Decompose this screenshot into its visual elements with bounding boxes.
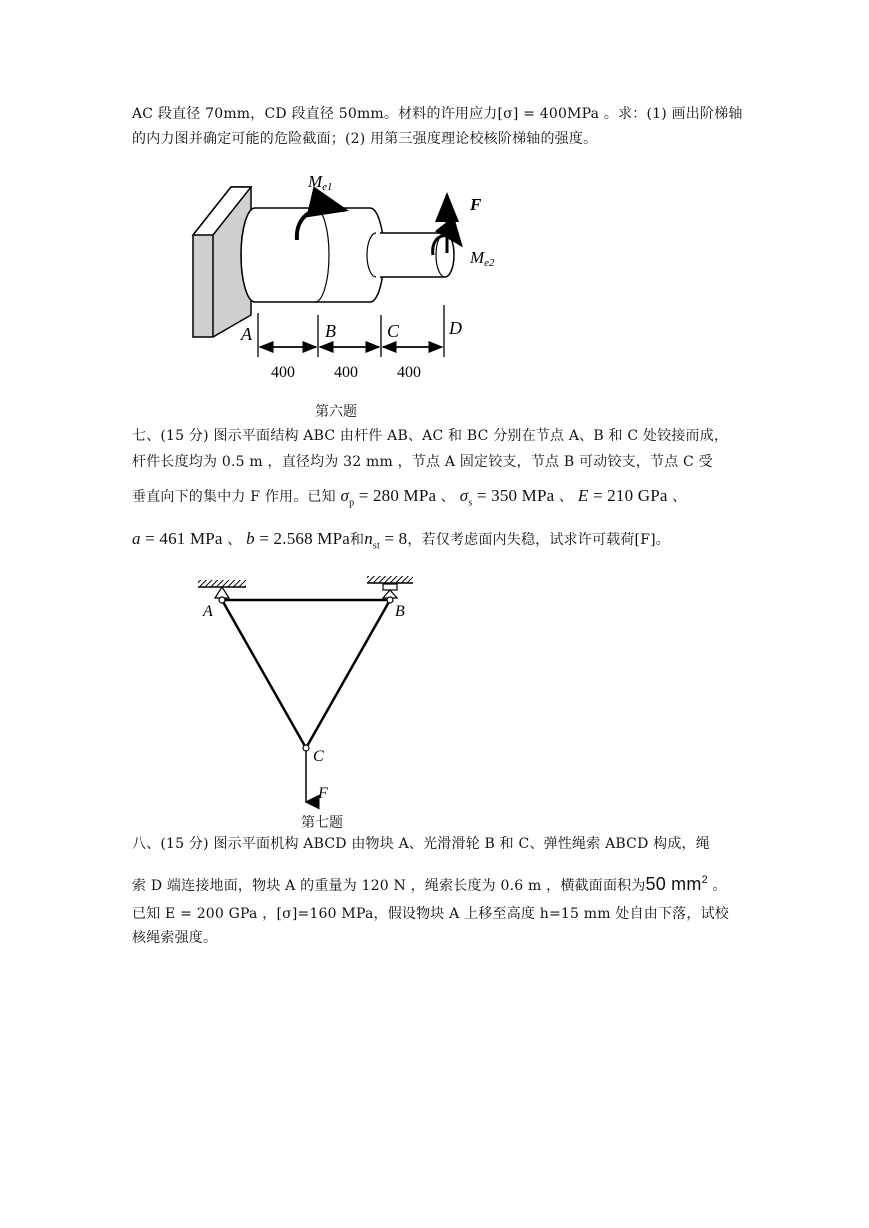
label-force-f: F	[318, 785, 328, 802]
label-node-b: B	[395, 603, 405, 620]
member-bc	[306, 600, 390, 748]
shaft-segment-ac	[241, 208, 384, 302]
label-point-b: B	[325, 321, 336, 341]
stepped-shaft-figure	[185, 165, 515, 395]
label-point-a: A	[241, 324, 252, 344]
q6-text-line2: 的内力图并确定可能的危险截面；(2) 用第三强度理论校核阶梯轴的强度。	[132, 131, 598, 147]
q8-text-line3: 已知 E = 200 GPa ，[σ]=160 MPa，假设物块 A 上移至高度 h=15 mm 处自由下落，试校	[132, 906, 729, 922]
area-formula: 50 $mm^2$	[645, 874, 708, 894]
a-formula: a = 461 MPa	[132, 529, 223, 548]
q6-text-line1: AC 段直径 70mm，CD 段直径 50mm。材料的许用应力[σ] = 400MPa 。求：(1) 画出阶梯轴	[132, 106, 743, 122]
sigma-p-formula: $\sigma_p = 280$ MPa	[340, 486, 437, 509]
dimension-bc: 400	[334, 364, 358, 381]
node-c	[303, 745, 309, 751]
member-ac	[222, 600, 306, 748]
q6-figure-caption: 第六题	[315, 404, 357, 420]
dimension-ab: 400	[271, 364, 295, 381]
label-point-c: C	[387, 321, 400, 341]
label-node-a: A	[203, 603, 213, 620]
dimension-cd: 400	[397, 364, 421, 381]
q8-text-line4: 核绳索强度。	[132, 930, 218, 946]
q7-text-line2: 杆件长度均为 0.5 m ，直径均为 32 mm ，节点 A 固定铰支，节点 B 可动铰支，节点 C 受	[132, 454, 713, 470]
label-point-d: D	[449, 318, 462, 338]
support-b-ground	[367, 576, 413, 583]
label-me2: Me2	[470, 248, 495, 269]
label-force-f: F	[470, 195, 482, 214]
truss-figure	[193, 570, 418, 812]
q7-figure-caption: 第七题	[301, 815, 343, 831]
label-me1: Me1	[308, 172, 333, 193]
q8-text-line2: 索 D 端连接地面，物块 A 的重量为 120 N ，绳索长度为 0.6 m ，横截面面积为50 $mm^2$ 。	[132, 874, 727, 894]
q7-text-line3: 垂直向下的集中力 F 作用。已知 $\sigma_p = 280$ MPa 、 $\sigma_s = 350$ MPa 、 E = 210 GPa 、	[132, 486, 687, 509]
nst-formula: $n_{st} = 8$	[364, 529, 408, 552]
modulus-formula: E = 210 GPa	[577, 486, 668, 505]
q7-text-line1: 七、(15 分) 图示平面结构 ABC 由杆件 AB、AC 和 BC 分别在节点 A、B 和 C 处铰接而成，	[132, 428, 729, 444]
q7-text-line4: a = 461 MPa 、 b = 2.568 MPa和$n_{st} = 8$，若仅考虑面内失稳，试求许可载荷[F]。	[132, 529, 670, 552]
shaft-segment-cd	[380, 233, 454, 277]
q8-text-line1: 八、(15 分) 图示平面机构 ABCD 由物块 A、光滑滑轮 B 和 C、弹性绳索 ABCD 构成，绳	[132, 836, 710, 852]
b-formula: b = 2.568 MPa	[246, 529, 350, 548]
sigma-s-formula: $\sigma_s = 350$ MPa	[459, 486, 555, 509]
label-node-c: C	[313, 748, 324, 765]
support-a-pin	[215, 587, 229, 598]
